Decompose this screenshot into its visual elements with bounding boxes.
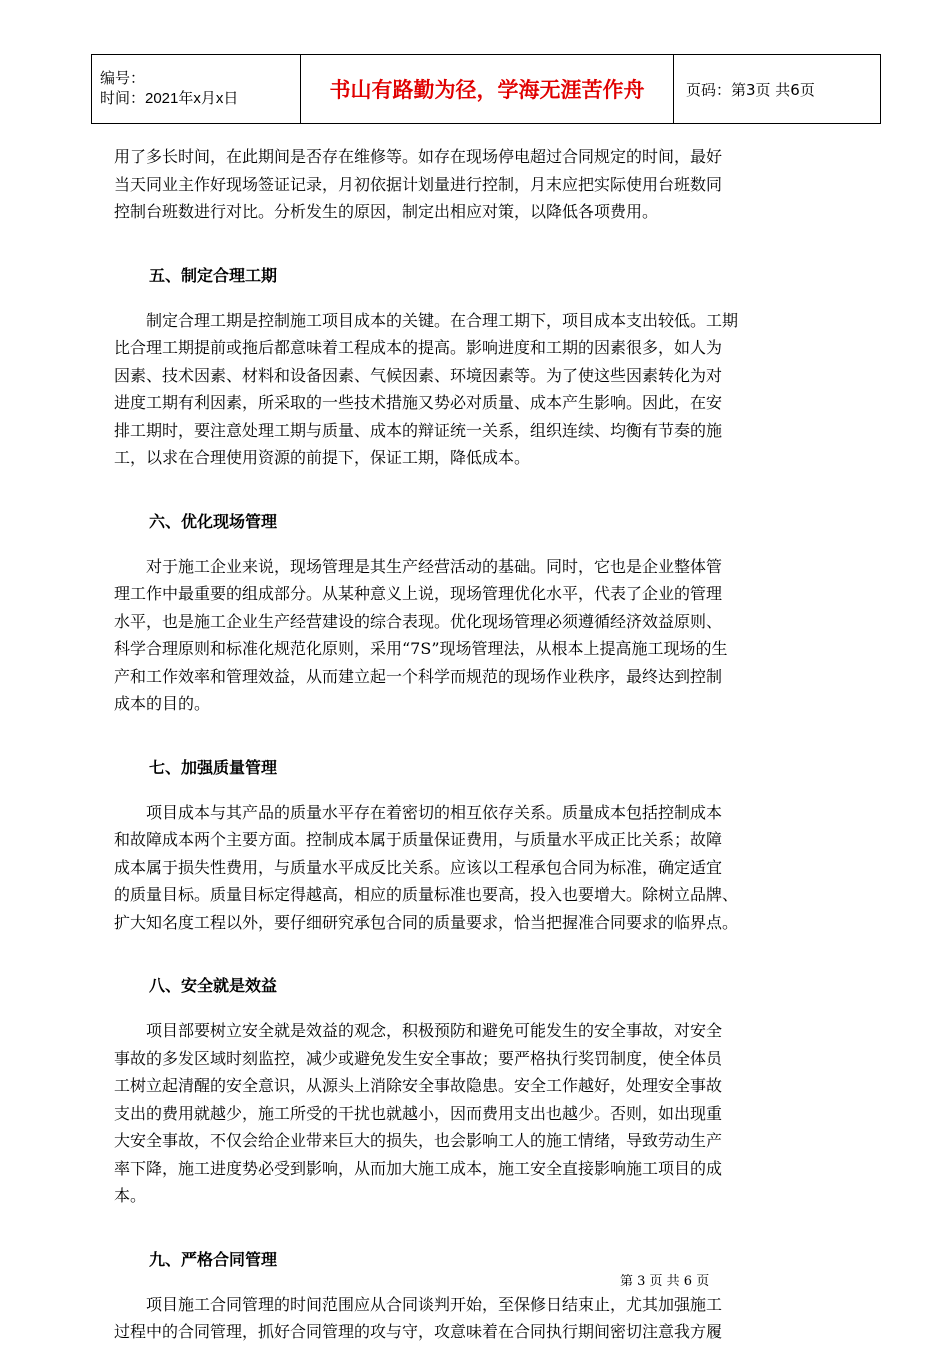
section-heading: 九、严格合同管理: [149, 1249, 278, 1269]
section-heading: 六、优化现场管理: [149, 511, 278, 531]
intro-paragraph: [114, 143, 874, 226]
number-label: 编号：: [100, 70, 146, 87]
text-line: 控制台班数进行对比。分析发生的原因，制定出相应对策，以降低各项费用。: [114, 202, 659, 221]
section-9: [114, 1246, 874, 1346]
text-line: 项目施工合同管理的时间范围应从合同谈判开始，至保修日结束止，尤其加强施工: [114, 1294, 723, 1314]
document-header: [91, 54, 881, 124]
text-line: 项目成本与其产品的质量水平存在着密切的相互依存关系。质量成本包括控制成本: [114, 802, 723, 822]
page-code: 页码：第3页 共6页: [674, 55, 881, 124]
text-line: 支出的费用就越少，施工所受的干扰也就越小，因而费用支出也越少。否则，如出现重: [114, 1103, 723, 1123]
section-paragraph: [114, 1017, 874, 1210]
text-line: 扩大知名度工程以外，要仔细研究承包合同的质量要求，恰当把握准合同要求的临界点。: [114, 912, 739, 932]
text-line: 科学合理原则和标准化规范化原则，采用“7S”现场管理法，从根本上提高施工现场的生: [114, 639, 728, 658]
text-line: 制定合理工期是控制施工项目成本的关键。在合理工期下，项目成本支出较低。工期: [114, 310, 739, 330]
text-line: 用了多长时间，在此期间是否存在维修等。如存在现场停电超过合同规定的时间，最好: [114, 147, 723, 166]
text-line: 事故的多发区域时刻监控，减少或避免发生安全事故；要严格执行奖罚制度，使全体员: [114, 1048, 723, 1068]
page-footer: 第 3 页 共 6 页: [620, 1274, 710, 1289]
section-7: [114, 754, 874, 937]
section-heading: 七、加强质量管理: [149, 757, 278, 777]
text-line: 成本的目的。: [114, 694, 211, 713]
text-line: 当天同业主作好现场签证记录，月初依据计划量进行控制，月末应把实际使用台班数同: [114, 174, 723, 194]
document-body: [114, 143, 874, 1346]
text-line: 和故障成本两个主要方面。控制成本属于质量保证费用，与质量水平成正比关系；故障: [114, 830, 723, 849]
section-6: [114, 508, 874, 718]
text-line: 的质量目标。质量目标定得越高，相应的质量标准也要高，投入也要增大。除树立品牌、: [114, 885, 739, 904]
text-line: 项目部要树立安全就是效益的观念，积极预防和避免可能发生的安全事故，对安全: [114, 1021, 723, 1040]
text-line: 水平，也是施工企业生产经营建设的综合表现。优化现场管理必须遵循经济效益原则、: [114, 611, 723, 631]
header-meta: [92, 55, 301, 124]
text-line: 进度工期有利因素，所采取的一些技术措施又势必对质量、成本产生影响。因此，在安: [114, 393, 723, 412]
text-line: 大安全事故，不仅会给企业带来巨大的损失，也会影响工人的施工情绪，导致劳动生产: [114, 1131, 723, 1150]
motto: 书山有路勤为径，学海无涯苦作舟: [301, 55, 674, 124]
section-heading: 五、制定合理工期: [149, 265, 278, 285]
section-paragraph: [114, 553, 874, 718]
section-5: [114, 262, 874, 472]
text-line: 成本属于损失性费用，与质量水平成反比关系。应该以工程承包合同为标准，确定适宜: [114, 857, 723, 877]
text-line: 产和工作效率和管理效益，从而建立起一个科学而规范的现场作业秩序，最终达到控制: [114, 666, 723, 686]
time-label: 时间：2021年x月x日: [100, 90, 239, 107]
section-paragraph: [114, 1291, 874, 1346]
section-heading: 八、安全就是效益: [149, 976, 278, 995]
text-line: 过程中的合同管理，抓好合同管理的攻与守，攻意味着在合同执行期间密切注意我方履: [114, 1322, 723, 1341]
section-8: [114, 972, 874, 1210]
section-paragraph: [114, 799, 874, 937]
text-line: 率下降，施工进度势必受到影响，从而加大施工成本，施工安全直接影响施工项目的成: [114, 1158, 723, 1178]
text-line: 因素、技术因素、材料和设备因素、气候因素、环境因素等。为了使这些因素转化为对: [114, 365, 723, 385]
text-line: 本。: [114, 1186, 147, 1205]
text-line: 比合理工期提前或拖后都意味着工程成本的提高。影响进度和工期的因素很多，如人为: [114, 338, 723, 357]
text-line: 工树立起清醒的安全意识，从源头上消除安全事故隐患。安全工作越好，处理安全事故: [114, 1076, 723, 1095]
text-line: 工，以求在合理使用资源的前提下，保证工期，降低成本。: [114, 448, 531, 467]
text-line: 对于施工企业来说，现场管理是其生产经营活动的基础。同时，它也是企业整体管: [114, 556, 723, 576]
section-paragraph: [114, 307, 874, 472]
text-line: 排工期时，要注意处理工期与质量、成本的辩证统一关系，组织连续、均衡有节奏的施: [114, 420, 723, 440]
text-line: 理工作中最重要的组成部分。从某种意义上说，现场管理优化水平，代表了企业的管理: [114, 584, 723, 603]
